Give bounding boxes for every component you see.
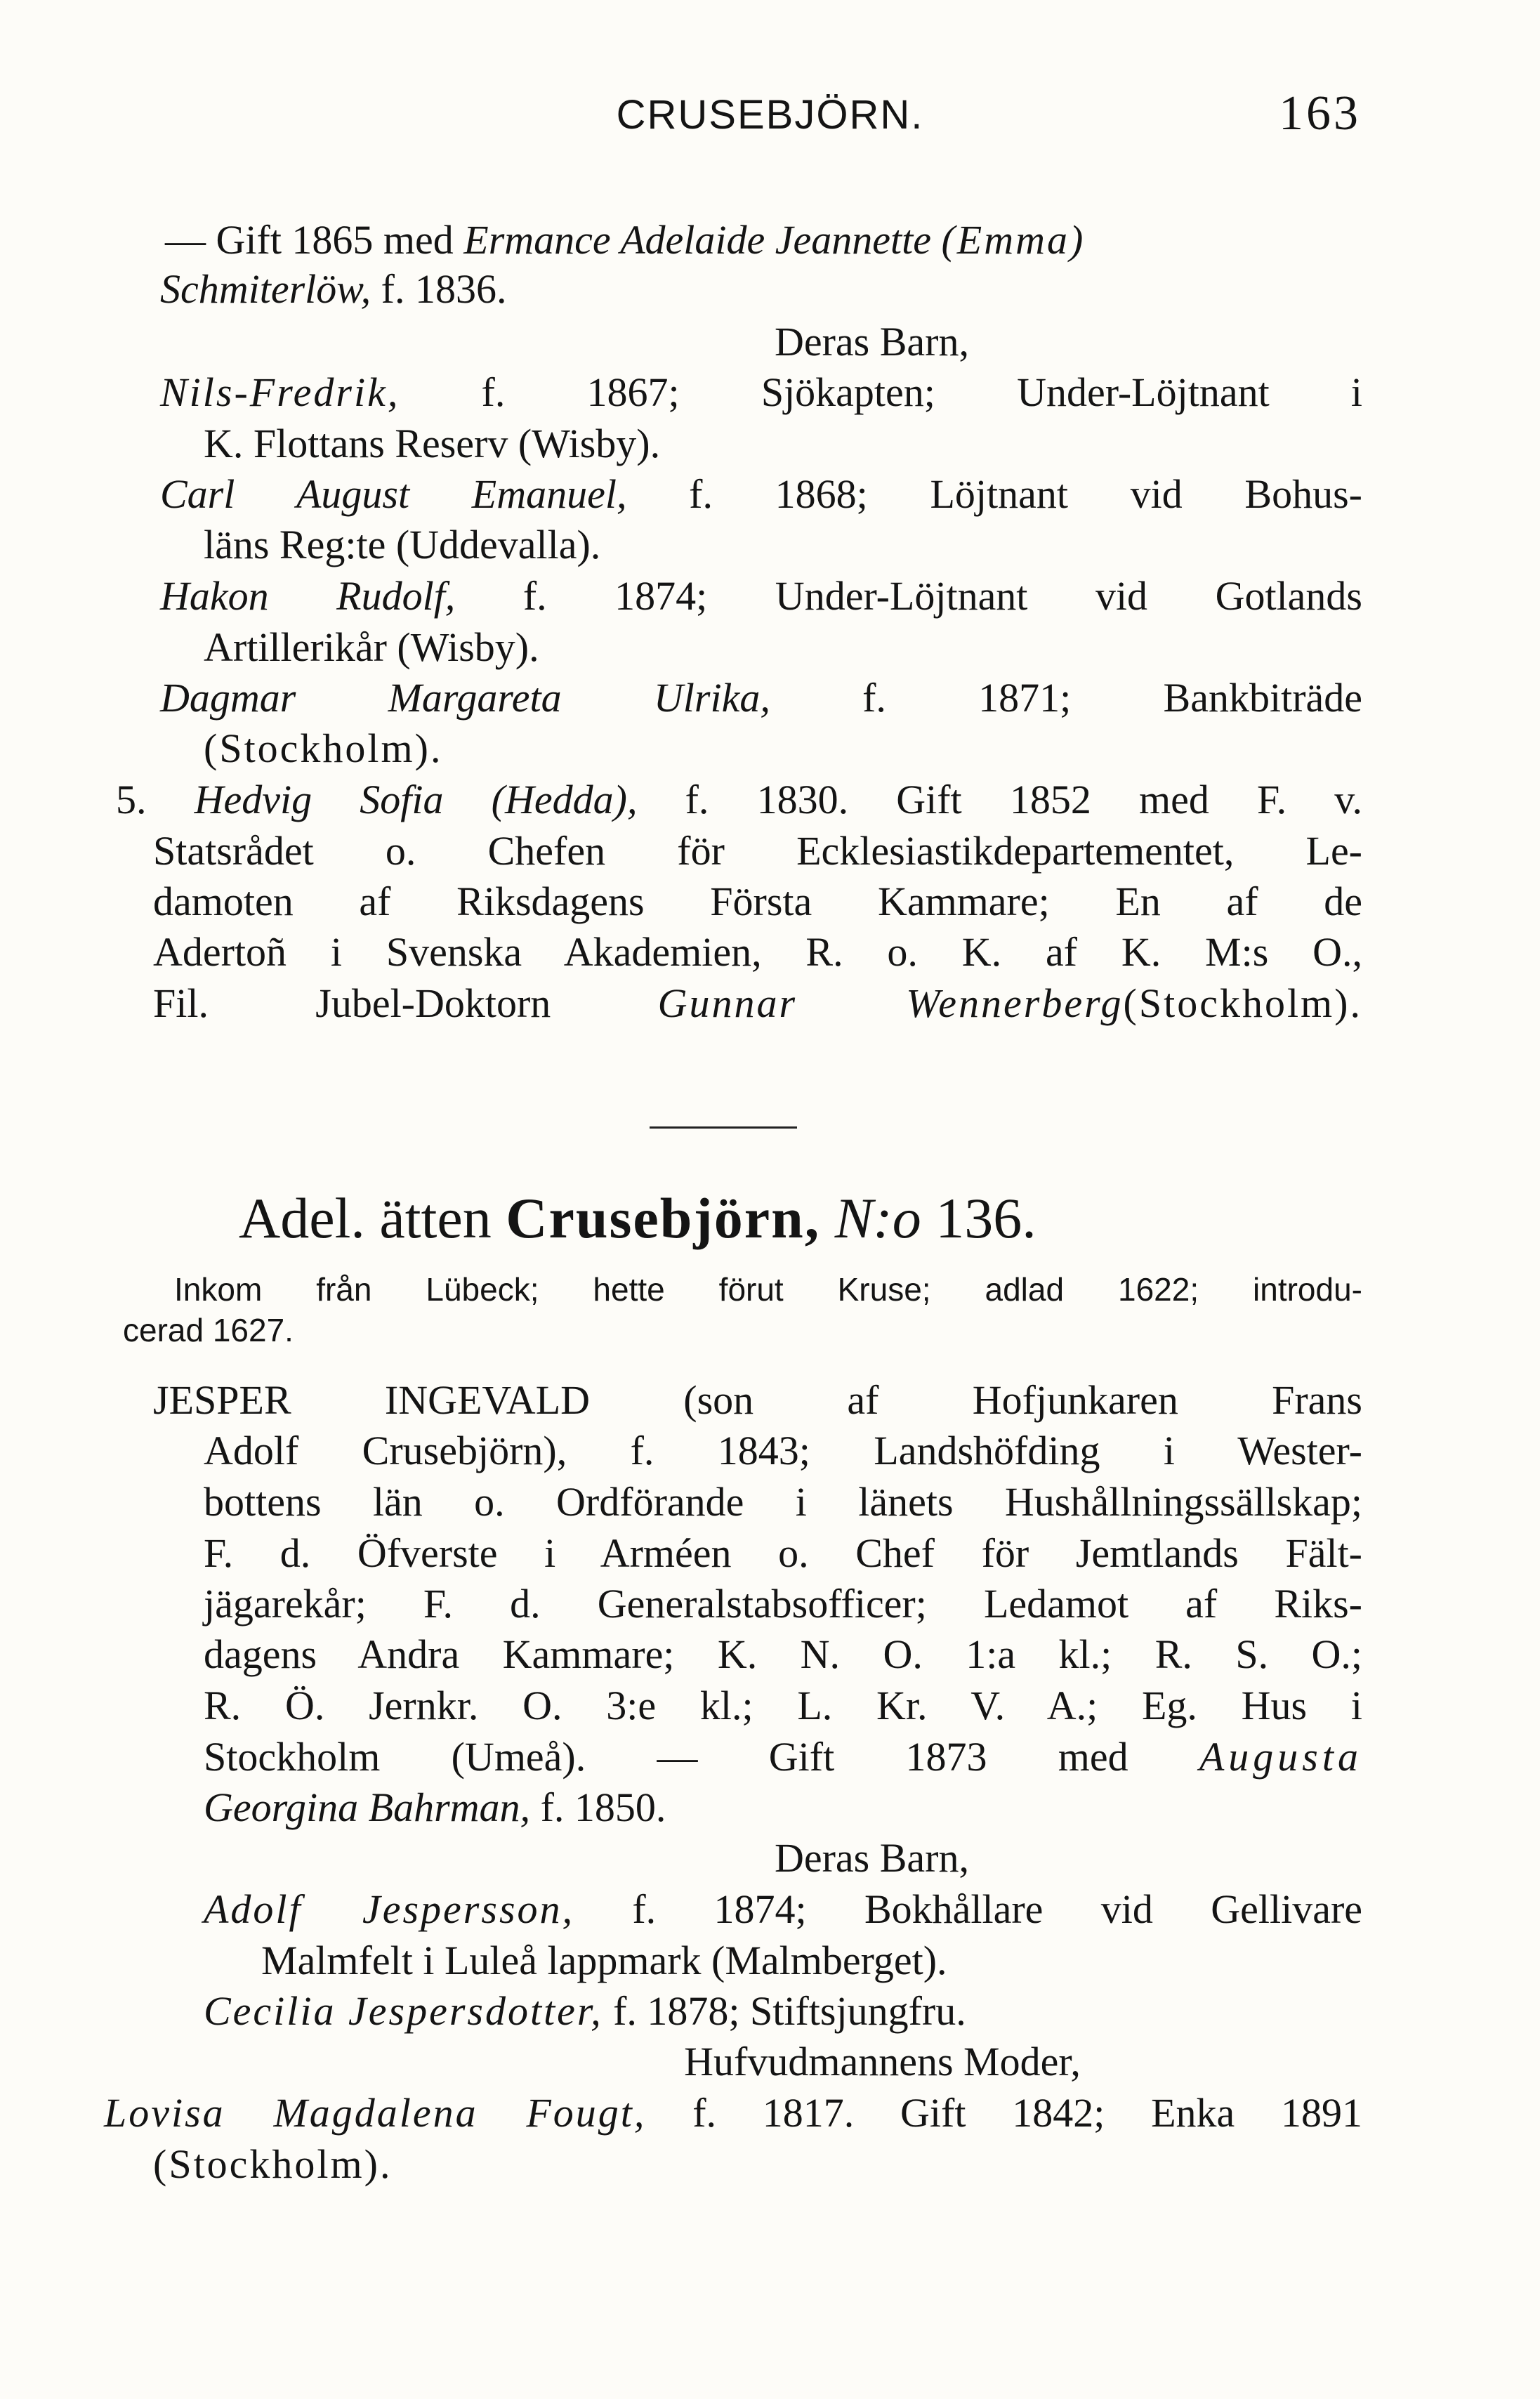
text-line: 5. Hedvig Sofia (Hedda), f. 1830. Gift 1852 med F. v.: [116, 777, 1362, 822]
text-line: (Stockholm).: [153, 2141, 393, 2187]
origin-note: Inkom från Lübeck; hette förut Kruse; adlad 1622; introdu-: [174, 1271, 1362, 1308]
text-line: Deras Barn,: [774, 319, 969, 364]
text-line: Stockholm (Umeå). — Gift 1873 med Augusta: [204, 1734, 1362, 1780]
text-line: Lovisa Magdalena Fougt, f. 1817. Gift 1842; Enka 1891: [104, 2090, 1363, 2136]
text-line: Statsrådet o. Chefen för Ecklesiastikdepartementet, Le-: [153, 828, 1362, 874]
text-line: Schmiterlöw, f. 1836.: [160, 266, 507, 312]
page-number: 163: [1279, 86, 1361, 140]
text-line: Adolf Crusebjörn), f. 1843; Landshöfding i Wester-: [204, 1428, 1362, 1473]
text-line: jägarekår; F. d. Generalstabsofficer; Ledamot af Riks-: [204, 1581, 1362, 1626]
text-line: Carl August Emanuel, f. 1868; Löjtnant vid Bohus-: [160, 471, 1362, 517]
text-line: F. d. Öfverste i Arméen o. Chef för Jemtlands Fält-: [204, 1530, 1362, 1576]
text-line: Adertoñ i Svenska Akademien, R. o. K. af K. M:s O.,: [153, 929, 1362, 975]
text-line: Nils-Fredrik, f. 1867; Sjökapten; Under-Löjtnant i: [160, 369, 1362, 415]
section-divider: [650, 1126, 797, 1129]
family-heading: Adel. ätten Crusebjörn, N:o 136.: [239, 1186, 1036, 1250]
text-line: Dagmar Margareta Ulrika, f. 1871; Bankbiträde: [160, 675, 1362, 721]
origin-note-cont: cerad 1627.: [123, 1312, 294, 1348]
text-line: Malmfelt i Luleå lappmark (Malmberget).: [261, 1938, 947, 1983]
running-title: CRUSEBJÖRN.: [616, 92, 924, 138]
page-header: [0, 86, 1540, 155]
text-line: Hakon Rudolf, f. 1874; Under-Löjtnant vid Gotlands: [160, 573, 1362, 619]
text-line: dagens Andra Kammare; K. N. O. 1:a kl.; R. S. O.;: [204, 1631, 1362, 1677]
text-line: Fil. Jubel-Doktorn Gunnar Wennerberg(Stockholm).: [153, 980, 1362, 1026]
text-line: Cecilia Jespersdotter, f. 1878; Stiftsjungfru.: [204, 1988, 966, 2034]
text-line: Hufvudmannens Moder,: [684, 2039, 1081, 2084]
text-line: läns Reg:te (Uddevalla).: [204, 522, 601, 567]
text-line: bottens län o. Ordförande i länets Hushållningssällskap;: [204, 1479, 1362, 1525]
text-line: Georgina Bahrman, f. 1850.: [204, 1785, 666, 1830]
text-line: Artillerikår (Wisby).: [204, 624, 539, 670]
text-line: R. Ö. Jernkr. O. 3:e kl.; L. Kr. V. A.; Eg. Hus i: [204, 1683, 1362, 1728]
text-line: JESPER INGEVALD (son af Hofjunkaren Frans: [153, 1377, 1362, 1423]
text-line: Adolf Jespersson, f. 1874; Bokhållare vid Gellivare: [204, 1886, 1362, 1932]
text-line: — Gift 1865 med Ermance Adelaide Jeannette (Emma): [165, 217, 1086, 263]
text-line: damoten af Riksdagens Första Kammare; En af de: [153, 879, 1362, 924]
text-line: (Stockholm).: [204, 725, 443, 771]
text-line: K. Flottans Reserv (Wisby).: [204, 421, 661, 466]
text-line: Deras Barn,: [774, 1835, 969, 1881]
